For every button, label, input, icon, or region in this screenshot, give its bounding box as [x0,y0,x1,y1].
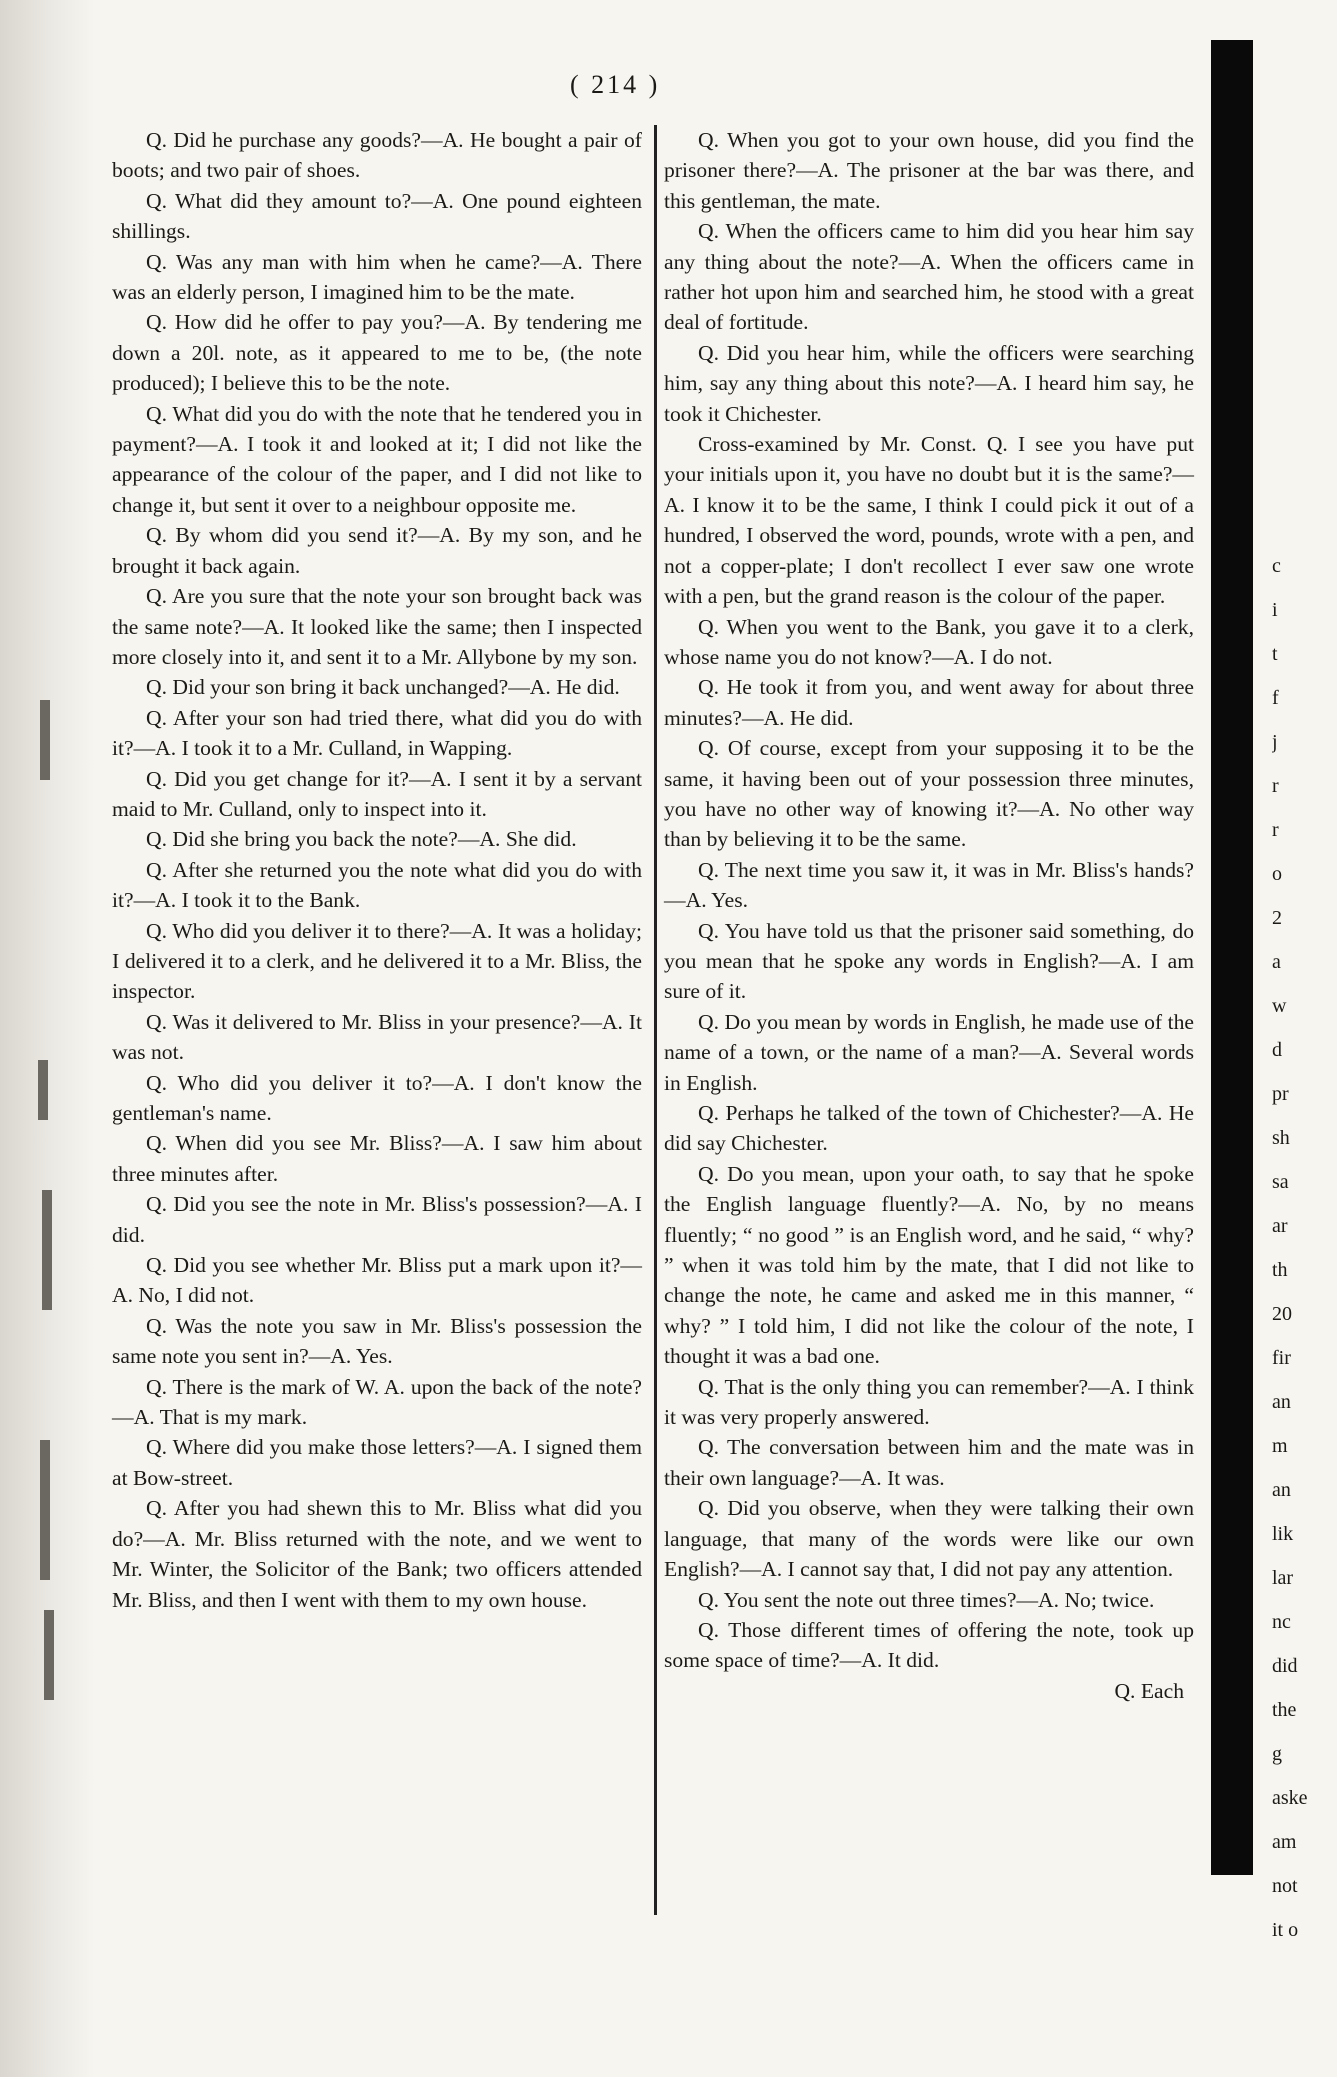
fragment-text: c [1272,555,1281,577]
testimony-paragraph: Q. Did he purchase any goods?—A. He bought a pair of boots; and two pair of shoes. [112,128,642,183]
right-column [664,125,1194,1706]
testimony-paragraph: Q. What did you do with the note that he tendered you in payment?—A. I took it and looked at it; I did not like the appearance of the colour of the paper, and I did not like to change it, but sent it over to a neighbour opposite me. [112,401,642,517]
testimony-paragraph: Q. Was any man with him when he came?—A. There was an elderly person, I imagined him to be the mate. [112,249,642,305]
testimony-paragraph: Q. Did you see whether Mr. Bliss put a mark upon it?—A. No, I did not. [112,1253,642,1308]
fragment-text: a [1272,951,1281,973]
fragment-text: aske [1272,1787,1308,1809]
fragment-text: f [1272,687,1279,709]
testimony-paragraph: Q. After she returned you the note what did you do with it?—A. I took it to the Bank. [112,857,642,913]
fragment-text: ar [1272,1215,1288,1237]
testimony-paragraph: Q. There is the mark of W. A. upon the back of the note?—A. That is my mark. [112,1374,642,1430]
testimony-paragraph: Q. That is the only thing you can remember?—A. I think it was very properly answered. [664,1374,1194,1430]
fragment-text: pr [1272,1083,1289,1105]
testimony-paragraph: Q. Perhaps he talked of the town of Chichester?—A. He did say Chichester. [664,1101,1194,1156]
fragment-text: fir [1272,1347,1291,1369]
edge-ink-mark [42,1190,52,1310]
testimony-paragraph: Q. Did you see the note in Mr. Bliss's possession?—A. I did. [112,1192,642,1247]
fragment-text: lar [1272,1567,1294,1589]
testimony-paragraph: Q. Did you hear him, while the officers were searching him, say any thing about this note?—A. I heard him say, he took it Chichester. [664,340,1194,426]
testimony-paragraph: Q. Are you sure that the note your son brought back was the same note?—A. It looked like the same; then I inspected more closely into it, and sent it to a Mr. Allybone by my son. [112,584,642,669]
testimony-paragraph: Q. Did you observe, when they were talking their own language, that many of the words were like our own English?—A. I cannot say that, I did not pay any attention. [664,1496,1194,1582]
fragment-text: an [1272,1479,1291,1501]
fragment-text: th [1272,1259,1288,1281]
page-number: ( 214 ) [570,70,661,99]
testimony-paragraph: Q. After you had shewn this to Mr. Bliss what did you do?—A. Mr. Bliss returned with the note, and we went to Mr. Winter, the Solicitor of the Bank; two officers attended Mr. Bliss, and then I went with them to my own house. [112,1496,642,1612]
binding-shadow [1211,40,1253,1875]
left-page-edge [0,0,95,2077]
fragment-text: i [1272,599,1278,621]
testimony-paragraph: Q. Do you mean by words in English, he made use of the name of a town, or the name of a man?—A. Several words in English. [664,1009,1194,1095]
edge-ink-mark [40,1440,50,1580]
fragment-text: w [1272,995,1287,1017]
testimony-paragraph: Q. Where did you make those letters?—A. I signed them at Bow-street. [112,1435,642,1490]
column-rule [654,125,657,1915]
testimony-paragraph: Q. You have told us that the prisoner said something, do you mean that he spoke any words in English?—A. I am sure of it. [664,918,1194,1004]
fragment-text: it o [1272,1919,1299,1941]
left-column [112,125,642,1615]
fragment-text: t [1272,643,1278,665]
fragment-text: r [1272,819,1279,841]
fragment-text: r [1272,775,1279,797]
testimony-paragraph: Q. The next time you saw it, it was in Mr. Bliss's hands?—A. Yes. [664,857,1194,913]
fragment-text: sa [1272,1171,1289,1193]
testimony-paragraph: Q. Was it delivered to Mr. Bliss in your presence?—A. It was not. [112,1009,642,1065]
fragment-text: did [1272,1655,1298,1677]
fragment-text: not [1272,1875,1298,1897]
testimony-paragraph: Q. Was the note you saw in Mr. Bliss's possession the same note you sent in?—A. Yes. [112,1313,642,1369]
fragment-text: 2 [1272,907,1282,929]
fragment-text: 20 [1272,1303,1292,1325]
edge-ink-mark [44,1610,54,1700]
fragment-text: lik [1272,1523,1294,1545]
testimony-paragraph: Q. Who did you deliver it to?—A. I don't know the gentleman's name. [112,1070,642,1125]
fragment-text: the [1272,1699,1297,1721]
testimony-paragraph: Q. Who did you deliver it to there?—A. It was a holiday; I delivered it to a clerk, and he delivered it to a Mr. Bliss, the inspector. [112,918,642,1004]
testimony-paragraph: Q. Did she bring you back the note?—A. She did. [146,827,577,852]
testimony-paragraph: Q. How did he offer to pay you?—A. By tendering me down a 20l. note, as it appeared to me to be, (the note produced); I believe this to be the note. [112,310,642,396]
testimony-paragraph: Q. Did your son bring it back unchanged?—A. He did. [146,675,620,700]
fragment-text: nc [1272,1611,1291,1633]
testimony-paragraph: Q. When you got to your own house, did you find the prisoner there?—A. The prisoner at the bar was there, and this gentleman, the mate. [664,128,1194,213]
testimony-paragraph: Q. Do you mean, upon your oath, to say that he spoke the English language fluently?—A. No, by no means fluently; “ no good ” is an English word, and he said, “ why? ” when it was told him by the mate, that I did not like to change the note, he came and asked me in this manner, “ why? ” I told him, I did not like the colour of the note, I thought it was a bad one. [664,1161,1194,1369]
next-page-column-fragments [1272,555,1332,1963]
testimony-paragraph: Q. Did you get change for it?—A. I sent it by a servant maid to Mr. Culland, only to inspect into it. [112,766,642,821]
testimony-paragraph: Q. Those different times of offering the note, took up some space of time?—A. It did. [664,1617,1194,1673]
testimony-paragraph: Q. He took it from you, and went away for about three minutes?—A. He did. [664,675,1194,730]
fragment-text: an [1272,1391,1291,1413]
testimony-paragraph: Q. You sent the note out three times?—A. No; twice. [698,1587,1155,1612]
fragment-text: sh [1272,1127,1290,1149]
edge-ink-mark [40,700,50,780]
fragment-text: g [1272,1743,1282,1765]
fragment-text: m [1272,1435,1288,1457]
testimony-paragraph: Q. When the officers came to him did you hear him say any thing about the note?—A. When the officers came in rather hot upon him and searched him, he stood with a great deal of fortitude. [664,219,1194,335]
testimony-paragraph: Q. After your son had tried there, what did you do with it?—A. I took it to a Mr. Culland, in Wapping. [112,705,642,761]
fragment-text: j [1272,731,1278,753]
testimony-paragraph: Q. What did they amount to?—A. One pound eighteen shillings. [112,188,642,244]
testimony-paragraph: Q. When you went to the Bank, you gave it to a clerk, whose name you do not know?—A. I do not. [664,614,1194,669]
testimony-paragraph: Q. By whom did you send it?—A. By my son, and he brought it back again. [112,523,642,578]
testimony-paragraph: Q. Of course, except from your supposing it to be the same, it having been out of your possession three minutes, you have no other way of knowing it?—A. No other way than by believing it to be the same. [664,736,1194,852]
edge-ink-mark [38,1060,48,1120]
testimony-paragraph: Cross-examined by Mr. Const. Q. I see you have put your initials upon it, you have no doubt but it is the same?—A. I know it to be the same, I think I could pick it out of a hundred, I observed the word, pounds, wrote with a pen, and not a copper-plate; I don't recollect I ever saw one wrote with a pen, but the grand reason is the colour of the paper. [664,432,1194,609]
fragment-text: d [1272,1039,1282,1061]
catchword: Q. Each [1114,1678,1184,1703]
fragment-text: am [1272,1831,1297,1853]
fragment-text: o [1272,863,1282,885]
testimony-paragraph: Q. When did you see Mr. Bliss?—A. I saw him about three minutes after. [112,1131,642,1186]
testimony-paragraph: Q. The conversation between him and the mate was in their own language?—A. It was. [664,1435,1194,1490]
